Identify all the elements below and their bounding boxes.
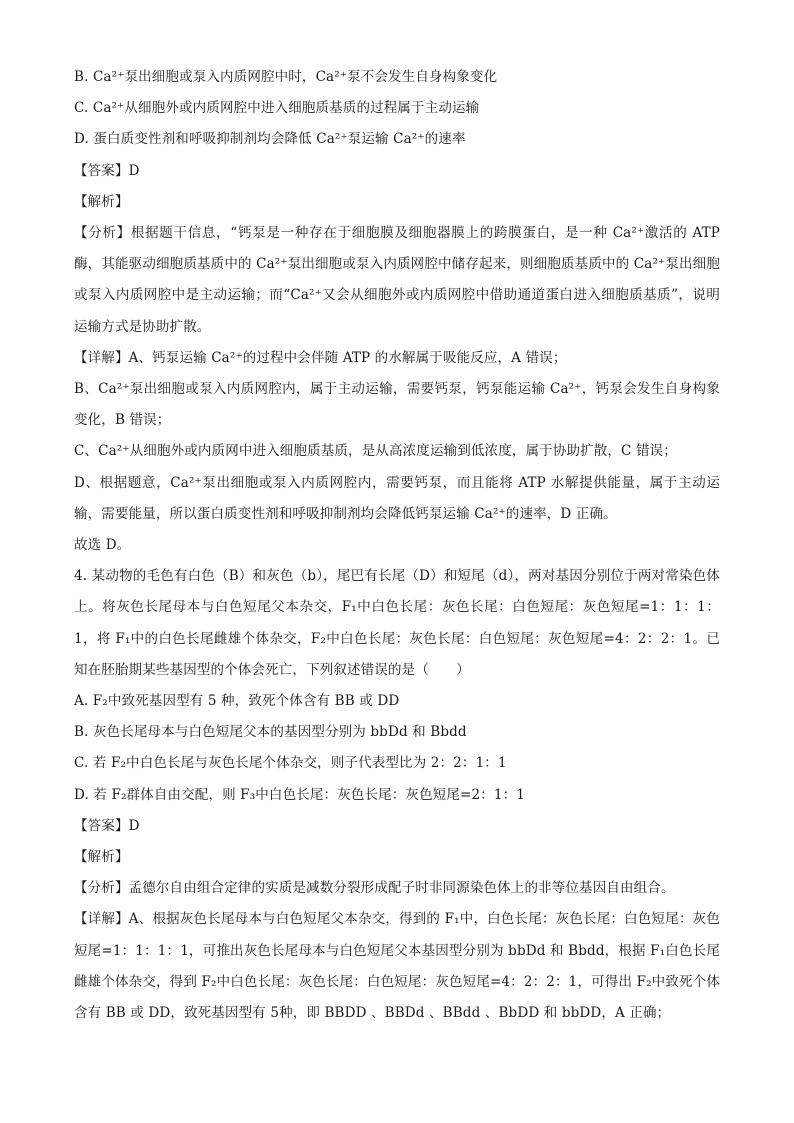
q4-option-d: D. 若 F₂群体自由交配，则 F₃中白色长尾：灰色长尾：灰色短尾=2：1：1 <box>74 786 525 803</box>
q3-answer: 【答案】D <box>74 162 140 179</box>
document-body <box>74 62 720 1029</box>
q4-detail: 【详解】A、根据灰色长尾母本与白色短尾父本杂交，得到的 F₁中，白色长尾：灰色长尾：白色短尾：灰色短尾=1：1：1：1，可推出灰色长尾母本与白色短尾父本基因型分别为 bbDd 和 Bbdd，根据 F₁白色长尾雌雄个体杂交，得到 F₂中白色长尾：灰色长尾：白色短尾：灰色短尾=4：2：2：1，可得出 F₂中致死个体含有 BB 或 DD，致死基因型有 5种，即 BBDD 、BBDd 、BBdd 、BbDD 和 bbDD，A 正确； <box>74 911 720 1022</box>
q3-option-d: D. 蛋白质变性剂和呼吸抑制剂均会降低 Ca²⁺泵运输 Ca²⁺的速率 <box>74 131 466 148</box>
q4-analysis-heading: 【解析】 <box>74 849 129 866</box>
q3-option-c: C. Ca²⁺从细胞外或内质网腔中进入细胞质基质的过程属于主动运输 <box>74 100 480 117</box>
q4-option-a: A. F₂中致死基因型有 5 种，致死个体含有 BB 或 DD <box>74 693 400 710</box>
q3-detail-a: 【详解】A、钙泵运输 Ca²⁺的过程中会伴随 ATP 的水解属于吸能反应，A 错误； <box>74 349 567 366</box>
q4-option-b: B. 灰色长尾母本与白色短尾父本的基因型分别为 bbDd 和 Bbdd <box>74 724 467 741</box>
q4-answer: 【答案】D <box>74 817 140 834</box>
q3-analysis-heading: 【解析】 <box>74 193 129 210</box>
q3-detail-c: C、Ca²⁺从细胞外或内质网中进入细胞质基质，是从高浓度运输到低浓度，属于协助扩散，C 错误； <box>74 443 677 460</box>
q3-conclusion: 故选 D。 <box>74 537 131 554</box>
q4-stem: 4. 某动物的毛色有白色（B）和灰色（b），尾巴有长尾（D）和短尾（d），两对基因分别位于两对常染色体上。将灰色长尾母本与白色短尾父本杂交，F₁中白色长尾：灰色长尾：白色短尾：灰色短尾=1：1：1：1，将 F₁中的白色长尾雌雄个体杂交，F₂中白色长尾：灰色长尾：白色短尾：灰色短尾=4：2：2：1。已知在胚胎期某些基因型的个体会死亡，下列叙述错误的是（ ） <box>74 568 720 678</box>
q3-detail-b: B、Ca²⁺泵出细胞或泵入内质网腔内，属于主动运输，需要钙泵，钙泵能运输 Ca²⁺，钙泵会发生自身构象变化，B 错误； <box>74 381 720 429</box>
q4-analysis-fenxi: 【分析】孟德尔自由组合定律的实质是减数分裂形成配子时非同源染色体上的非等位基因自由组合。 <box>74 880 675 897</box>
q3-option-b: B. Ca²⁺泵出细胞或泵入内质网腔中时，Ca²⁺泵不会发生自身构象变化 <box>74 69 498 85</box>
q4-option-c: C. 若 F₂中白色长尾与灰色长尾个体杂交，则子代表型比为 2：2：1：1 <box>74 755 507 772</box>
q3-detail-d: D、根据题意，Ca²⁺泵出细胞或泵入内质网腔内，需要钙泵，而且能将 ATP 水解提供能量，属于主动运输，需要能量，所以蛋白质变性剂和呼吸抑制剂均会降低钙泵运输 Ca²⁺的速率，D 正确。 <box>74 474 720 522</box>
q3-analysis-fenxi: 【分析】根据题干信息，“钙泵是一种存在于细胞膜及细胞器膜上的跨膜蛋白，是一种 Ca²⁺激活的 ATP 酶，其能驱动细胞质基质中的 Ca²⁺泵出细胞或泵入内质网腔中储存起来，则细胞质基质中的 Ca²⁺泵出细胞或泵入内质网腔中是主动运输；而“Ca²⁺又会从细胞外或内质网腔中借助通道蛋白进入细胞质基质”，说明运输方式是协助扩散。 <box>74 225 720 335</box>
